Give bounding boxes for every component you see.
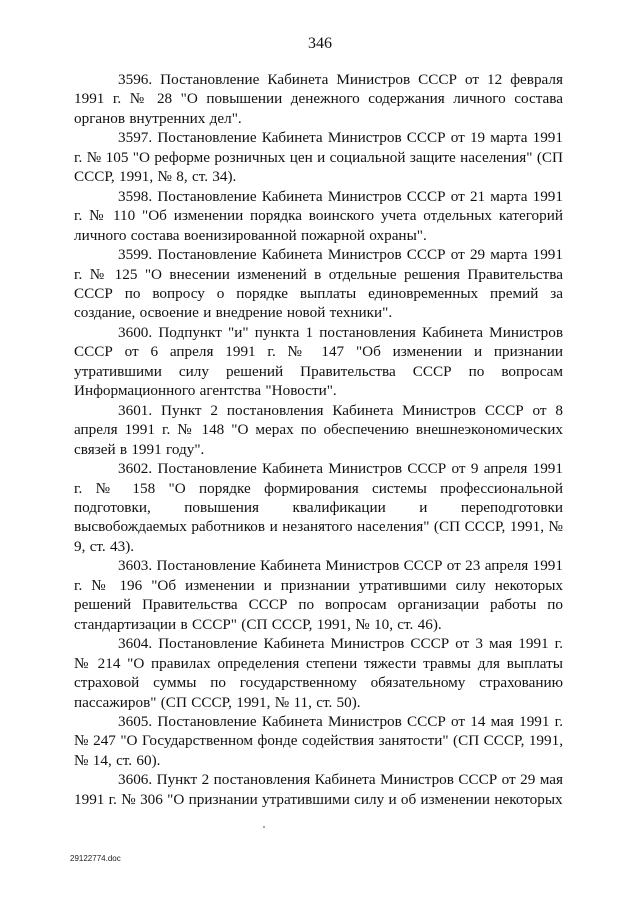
entry-3602: 3602. Постановление Кабинета Министров СССР от 9 апреля 1991 г. № 158 "О порядке формирования системы профессиональной подготовки, повышения квалификации и переподготовки высвобождаемых работников и незанятого населения" (СП СССР, 1991, № 9, ст. 43). [74,460,563,555]
entry-3598: 3598. Постановление Кабинета Министров СССР от 21 марта 1991 г. № 110 "Об изменении порядка воинского учета отдельных категорий личного состава военизированной пожарной охраны". [74,187,563,244]
entry-3603: 3603. Постановление Кабинета Министров СССР от 23 апреля 1991 г. № 196 "Об изменении и признании утратившими силу некоторых решений Правительства СССР по вопросам организации работы по стандартизации в СССР" (СП СССР, 1991, № 10, ст. 46). [74,557,563,633]
footer-filename: 29122774.doc [70,854,121,863]
entry-3600: 3600. Подпункт "и" пункта 1 постановления Кабинета Министров СССР от 6 апреля 1991 г. № 147 "Об изменении и признании утратившими силу решений Правительства СССР по вопросам Информационного агентства "Новости". [74,323,563,400]
entry-3604: 3604. Постановление Кабинета Министров СССР от 3 мая 1991 г. № 214 "О правилах определения степени тяжести травмы для выплаты страховой суммы по государственному обязательному страхованию пассажиров" (СП СССР, 1991, № 11, ст. 50). [74,635,563,711]
document-body [74,70,563,809]
entry-3605: 3605. Постановление Кабинета Министров СССР от 14 мая 1991 г. № 247 "О Государственном фонде содействия занятости" (СП СССР, 1991, № 14, ст. 60). [74,712,563,769]
scan-speck [263,826,265,828]
page-number: 346 [308,35,332,52]
entry-3597: 3597. Постановление Кабинета Министров СССР от 19 марта 1991 г. № 105 "О реформе розничных цен и социальной защите населения" (СП СССР, 1991, № 8, ст. 34). [74,129,563,186]
entry-3606-partial: 3606. Пункт 2 постановления Кабинета Министров СССР от 29 мая 1991 г. № 306 "О признании утратившими силу и об изменении некоторых [74,771,563,808]
entry-3596: 3596. Постановление Кабинета Министров СССР от 12 февраля 1991 г. № 28 "О повышении денежного содержания личного состава органов внутренних дел". [74,71,563,127]
entry-3601: 3601. Пункт 2 постановления Кабинета Министров СССР от 8 апреля 1991 г. № 148 "О мерах по обеспечению внешнеэкономических связей в 1991 году". [74,401,563,458]
entry-3599: 3599. Постановление Кабинета Министров СССР от 29 марта 1991 г. № 125 "О внесении изменений в отдельные решения Правительства СССР по вопросу о порядке выплаты единовременных премий за создание, освоение и внедрение новой техники". [74,246,563,322]
